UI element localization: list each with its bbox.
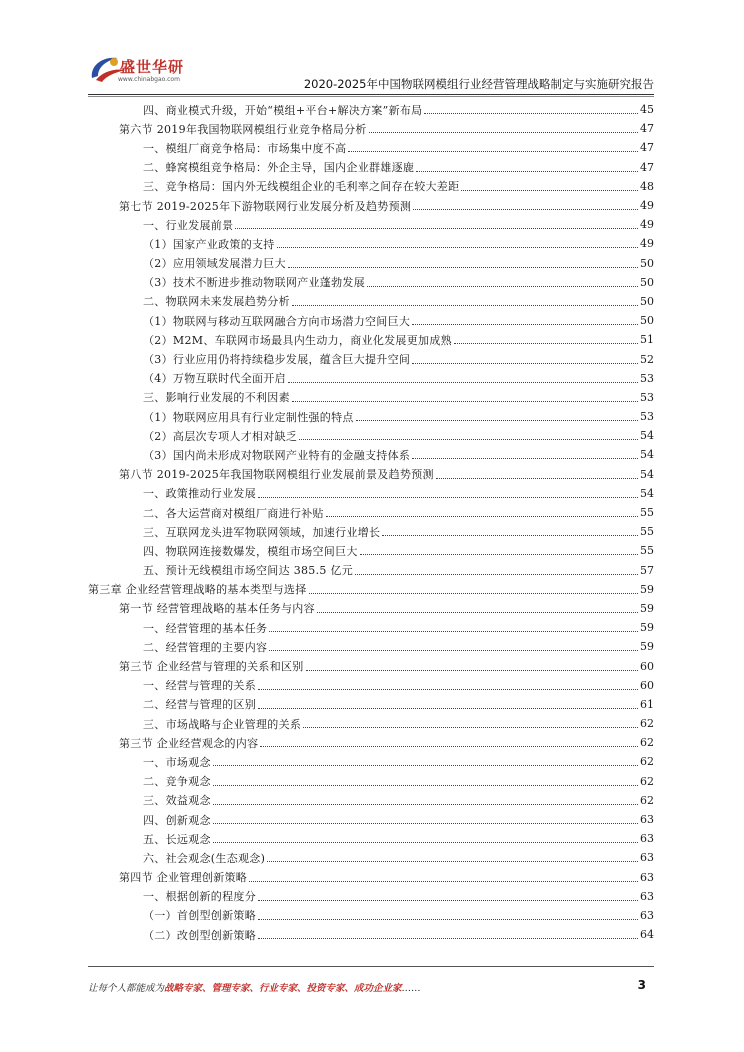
toc-dot-leader <box>356 420 638 421</box>
toc-dot-leader <box>412 324 638 325</box>
toc-entry-title: 一、模组厂商竞争格局：市场集中度不高 <box>143 141 347 155</box>
toc-entry-page: 50 <box>640 314 654 328</box>
toc-entry[interactable] <box>88 561 654 580</box>
toc-dot-leader <box>454 343 638 344</box>
toc-dot-leader <box>267 861 638 862</box>
toc-dot-leader <box>258 919 638 920</box>
toc-entry-page: 62 <box>640 717 654 731</box>
toc-dot-leader <box>416 171 638 172</box>
toc-entry[interactable] <box>88 752 654 771</box>
toc-dot-leader <box>317 612 638 613</box>
toc-entry-page: 55 <box>640 525 654 539</box>
slogan-roles: 战略专家、管理专家、行业专家、投资专家、成功企业家 <box>164 983 402 994</box>
toc-entry[interactable] <box>88 733 654 752</box>
toc-entry-title: 三、市场战略与企业管理的关系 <box>143 717 302 731</box>
toc-dot-leader <box>436 478 638 479</box>
toc-entry[interactable] <box>88 292 654 311</box>
page-header <box>88 46 654 98</box>
logo-text: 盛世华研 <box>120 58 185 76</box>
report-title: 2020-2025年中国物联网模组行业经营管理战略制定与实施研究报告 <box>303 77 654 91</box>
toc-entry[interactable] <box>88 215 654 234</box>
toc-entry-title: 三、影响行业发展的不利因素 <box>143 391 290 405</box>
toc-entry-title: （二）改创型创新策略 <box>143 928 256 942</box>
toc-entry[interactable] <box>88 887 654 906</box>
toc-entry-title: 第三节 企业经营观念的内容 <box>119 736 259 750</box>
toc-entry[interactable] <box>88 426 654 445</box>
toc-entry-page: 59 <box>640 601 654 615</box>
toc-entry-page: 49 <box>640 218 654 232</box>
toc-dot-leader <box>288 267 638 268</box>
slogan-prefix: 让每个人都能成为 <box>88 983 165 994</box>
toc-entry[interactable] <box>88 925 654 944</box>
toc-entry-title: 二、竞争观念 <box>143 775 211 789</box>
toc-entry[interactable] <box>88 138 654 157</box>
toc-entry-title: 第六节 2019年我国物联网模组行业竞争格局分析 <box>119 122 367 136</box>
toc-entry[interactable] <box>88 810 654 829</box>
toc-entry-title: 第一节 经营管理战略的基本任务与内容 <box>119 602 315 616</box>
toc-entry[interactable] <box>88 618 654 637</box>
toc-entry[interactable] <box>88 100 654 119</box>
toc-entry[interactable] <box>88 349 654 368</box>
toc-entry[interactable] <box>88 906 654 925</box>
toc-dot-leader <box>260 746 638 747</box>
toc-entry-title: 四、创新观念 <box>143 813 211 827</box>
toc-entry-title: 第八节 2019-2025年我国物联网模组行业发展前景及趋势预测 <box>119 468 434 482</box>
toc-entry-page: 48 <box>640 179 654 193</box>
toc-entry-page: 54 <box>640 448 654 462</box>
page-number: 3 <box>637 978 646 992</box>
toc-entry-page: 50 <box>640 275 654 289</box>
toc-dot-leader <box>348 151 638 152</box>
toc-entry-title: 六、社会观念(生态观念) <box>143 851 266 865</box>
toc-entry-page: 62 <box>640 736 654 750</box>
toc-dot-leader <box>213 765 638 766</box>
toc-dot-leader <box>309 593 639 594</box>
toc-dot-leader <box>269 631 638 632</box>
toc-entry[interactable] <box>88 119 654 138</box>
header-divider <box>88 94 654 95</box>
toc-entry[interactable] <box>88 580 654 599</box>
toc-entry[interactable] <box>88 445 654 464</box>
toc-entry[interactable] <box>88 484 654 503</box>
toc-dot-leader <box>367 286 638 287</box>
toc-dot-leader <box>213 804 638 805</box>
toc-entry[interactable] <box>88 234 654 253</box>
toc-entry-page: 57 <box>640 563 654 577</box>
toc-entry-title: （2）M2M、车联网市场最具内生动力，商业化发展更加成熟 <box>143 333 452 347</box>
toc-dot-leader <box>269 650 638 651</box>
toc-entry[interactable] <box>88 465 654 484</box>
footer-slogan <box>88 980 421 994</box>
slogan-suffix: …… <box>401 983 421 994</box>
toc-entry-title: 五、长远观念 <box>143 832 211 846</box>
toc-entry-title: （1）物联网应用具有行业定制性强的特点 <box>143 410 354 424</box>
page-footer <box>88 966 654 996</box>
toc-entry-title: 二、经营管理的主要内容 <box>143 640 268 654</box>
toc-entry-page: 62 <box>640 774 654 788</box>
toc-entry-page: 53 <box>640 371 654 385</box>
toc-entry-page: 47 <box>640 141 654 155</box>
toc-dot-leader <box>292 401 638 402</box>
toc-entry[interactable] <box>88 388 654 407</box>
toc-entry-title: 第七节 2019-2025年下游物联网行业发展分析及趋势预测 <box>119 199 412 213</box>
toc-entry-page: 55 <box>640 544 654 558</box>
toc-entry-page: 62 <box>640 755 654 769</box>
toc-entry-title: （一）首创型创新策略 <box>143 909 256 923</box>
toc-entry-title: （4）万物互联时代全面开启 <box>143 372 286 386</box>
toc-entry-page: 54 <box>640 486 654 500</box>
toc-dot-leader <box>299 439 638 440</box>
toc-entry-page: 50 <box>640 256 654 270</box>
toc-entry-title: （3）技术不断进步推动物联网产业蓬勃发展 <box>143 276 365 290</box>
toc-entry-page: 47 <box>640 122 654 136</box>
toc-dot-leader <box>213 842 638 843</box>
toc-dot-leader <box>277 247 638 248</box>
toc-entry-title: 一、政策推动行业发展 <box>143 487 256 501</box>
toc-entry-title: 二、经营与管理的区别 <box>143 698 256 712</box>
toc-entry-page: 60 <box>640 678 654 692</box>
toc-entry-page: 52 <box>640 352 654 366</box>
toc-entry-title: 三、效益观念 <box>143 794 211 808</box>
toc-entry-page: 51 <box>640 333 654 347</box>
toc-dot-leader <box>424 113 638 114</box>
toc-dot-leader <box>412 458 638 459</box>
toc-entry-title: 一、经营管理的基本任务 <box>143 621 268 635</box>
toc-entry-page: 63 <box>640 813 654 827</box>
toc-entry-page: 63 <box>640 908 654 922</box>
toc-entry-page: 63 <box>640 832 654 846</box>
toc-dot-leader <box>303 727 638 728</box>
table-of-contents <box>88 100 654 944</box>
toc-entry[interactable] <box>88 177 654 196</box>
toc-dot-leader <box>213 823 638 824</box>
footer-divider <box>88 966 654 967</box>
toc-entry-title: （1）物联网与移动互联网融合方向市场潜力空间巨大 <box>143 314 411 328</box>
toc-dot-leader <box>412 363 638 364</box>
toc-entry-page: 63 <box>640 870 654 884</box>
toc-entry[interactable] <box>88 330 654 349</box>
header-divider-thin <box>88 96 654 97</box>
toc-entry-page: 61 <box>640 697 654 711</box>
toc-entry-title: （3）国内尚未形成对物联网产业特有的金融支持体系 <box>143 448 411 462</box>
toc-dot-leader <box>461 190 638 191</box>
toc-dot-leader <box>213 785 638 786</box>
toc-entry-title: 第四节 企业管理创新策略 <box>119 871 248 885</box>
toc-entry-page: 45 <box>640 103 654 117</box>
toc-entry[interactable] <box>88 158 654 177</box>
toc-dot-leader <box>306 670 638 671</box>
toc-entry-title: （3）行业应用仍将持续稳步发展，蕴含巨大提升空间 <box>143 353 411 367</box>
toc-entry-page: 54 <box>640 429 654 443</box>
toc-entry[interactable] <box>88 656 654 675</box>
toc-dot-leader <box>288 382 638 383</box>
toc-entry[interactable] <box>88 868 654 887</box>
toc-entry-title: 三、互联网龙头进军物联网领域，加速行业增长 <box>143 525 381 539</box>
toc-dot-leader <box>235 228 638 229</box>
toc-entry[interactable] <box>88 637 654 656</box>
toc-dot-leader <box>258 900 638 901</box>
toc-entry-page: 53 <box>640 390 654 404</box>
toc-dot-leader <box>382 535 638 536</box>
toc-entry-title: 第三节 企业经营与管理的关系和区别 <box>119 660 304 674</box>
toc-entry[interactable] <box>88 311 654 330</box>
toc-dot-leader <box>360 554 638 555</box>
toc-dot-leader <box>292 305 638 306</box>
toc-entry-page: 47 <box>640 160 654 174</box>
toc-entry-page: 54 <box>640 467 654 481</box>
toc-entry[interactable] <box>88 695 654 714</box>
toc-entry-title: 一、经营与管理的关系 <box>143 679 256 693</box>
toc-dot-leader <box>413 209 638 210</box>
toc-dot-leader <box>369 132 638 133</box>
toc-dot-leader <box>258 938 638 939</box>
toc-entry-title: 五、预计无线模组市场空间达 385.5 亿元 <box>143 564 354 578</box>
toc-entry[interactable] <box>88 829 654 848</box>
toc-entry-page: 60 <box>640 659 654 673</box>
toc-entry-title: （2）高层次专项人才相对缺乏 <box>143 429 298 443</box>
toc-dot-leader <box>355 574 638 575</box>
toc-entry-title: 一、行业发展前景 <box>143 218 234 232</box>
toc-entry-title: （1）国家产业政策的支持 <box>143 237 275 251</box>
toc-entry-title: （2）应用领域发展潜力巨大 <box>143 257 286 271</box>
toc-entry[interactable] <box>88 541 654 560</box>
logo-url: www.chinabgao.com <box>118 76 180 83</box>
toc-entry-page: 63 <box>640 889 654 903</box>
toc-entry[interactable] <box>88 503 654 522</box>
toc-entry-page: 49 <box>640 237 654 251</box>
toc-dot-leader <box>258 708 638 709</box>
toc-entry-page: 55 <box>640 506 654 520</box>
toc-entry[interactable] <box>88 369 654 388</box>
toc-entry[interactable] <box>88 772 654 791</box>
toc-dot-leader <box>258 497 638 498</box>
toc-entry-page: 50 <box>640 294 654 308</box>
toc-entry-title: 一、根据创新的程度分 <box>143 890 256 904</box>
toc-entry[interactable] <box>88 599 654 618</box>
toc-entry-title: 一、市场观念 <box>143 755 211 769</box>
toc-entry-page: 59 <box>640 640 654 654</box>
toc-entry-page: 59 <box>640 582 654 596</box>
toc-entry[interactable] <box>88 254 654 273</box>
toc-entry-title: 二、物联网未来发展趋势分析 <box>143 295 290 309</box>
toc-dot-leader <box>326 516 638 517</box>
toc-entry[interactable] <box>88 848 654 867</box>
toc-entry[interactable] <box>88 714 654 733</box>
toc-entry-page: 62 <box>640 793 654 807</box>
toc-entry-title: 四、商业模式升级，开始“模组+平台+解决方案”新布局 <box>143 103 423 117</box>
toc-dot-leader <box>249 881 638 882</box>
company-logo <box>88 46 208 92</box>
toc-entry-page: 53 <box>640 410 654 424</box>
toc-entry-title: 四、物联网连接数爆发，模组市场空间巨大 <box>143 544 358 558</box>
toc-entry-page: 63 <box>640 851 654 865</box>
toc-entry[interactable] <box>88 676 654 695</box>
toc-entry-page: 64 <box>640 928 654 942</box>
toc-entry[interactable] <box>88 407 654 426</box>
toc-entry[interactable] <box>88 196 654 215</box>
toc-entry-title: 二、各大运营商对模组厂商进行补贴 <box>143 506 324 520</box>
toc-entry-title: 第三章 企业经营管理战略的基本类型与选择 <box>88 583 307 597</box>
toc-entry-page: 49 <box>640 199 654 213</box>
toc-entry[interactable] <box>88 791 654 810</box>
toc-entry-page: 59 <box>640 621 654 635</box>
toc-dot-leader <box>258 689 638 690</box>
toc-entry-title: 二、蜂窝模组竞争格局：外企主导，国内企业群雄逐鹿 <box>143 161 415 175</box>
toc-entry-title: 三、竞争格局：国内外无线模组企业的毛利率之间存在较大差距 <box>143 180 460 194</box>
toc-entry[interactable] <box>88 273 654 292</box>
toc-entry[interactable] <box>88 522 654 541</box>
